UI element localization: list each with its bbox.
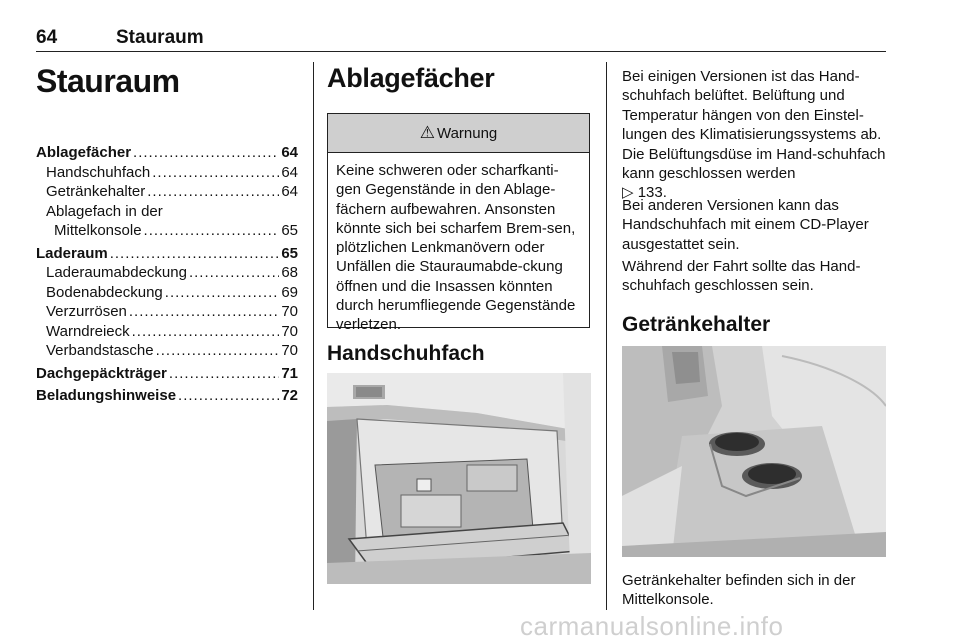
toc-leader-dots bbox=[133, 143, 279, 163]
header-rule bbox=[36, 51, 886, 52]
page-reference-arrow-icon: ▷ bbox=[622, 184, 634, 202]
toc-entry-page: 70 bbox=[281, 303, 298, 320]
toc-entry bbox=[36, 202, 298, 222]
toc-leader-dots bbox=[165, 283, 280, 303]
toc-entry bbox=[36, 221, 298, 241]
toc-entry-page: 64 bbox=[281, 163, 298, 181]
glovebox-heading: Handschuhfach bbox=[327, 342, 485, 365]
drive-closed-paragraph: Während der Fahrt sollte das Hand-schuhfach geschlossen sein. bbox=[622, 258, 861, 295]
toc-entry-page: 69 bbox=[281, 283, 298, 301]
warning-heading: Warnung bbox=[436, 124, 498, 142]
toc-leader-dots bbox=[110, 244, 280, 264]
running-title: Stauraum bbox=[116, 27, 204, 48]
glovebox-ventilation-text: Bei einigen Versionen ist das Hand-schuhfach belüftet. Belüftung und Temperatur hängen von den Einstel-lungen des Klimatisierungssystems ab. Die Belüftungsdüse im Hand-schuhfach kann geschlossen werden bbox=[622, 68, 886, 183]
toc-entry bbox=[36, 163, 298, 183]
toc-entry-label: Laderaum bbox=[36, 244, 108, 262]
toc-entry-label: Dachgepäckträger bbox=[36, 364, 167, 382]
toc-leader-dots bbox=[189, 263, 279, 283]
toc-leader-dots bbox=[132, 322, 280, 342]
toc-entry-page: 68 bbox=[281, 264, 298, 281]
toc-entry-label: Getränkehalter bbox=[46, 183, 146, 200]
toc-leader-dots bbox=[147, 182, 279, 202]
toc-entry-label: Verzurrösen bbox=[46, 303, 127, 320]
toc-entry bbox=[36, 143, 298, 163]
glovebox-photo bbox=[327, 373, 591, 584]
toc-entry-page: 64 bbox=[281, 144, 298, 161]
toc-entry bbox=[36, 283, 298, 303]
toc-leader-dots bbox=[129, 302, 279, 322]
toc-entry bbox=[36, 341, 298, 361]
toc-entry-label: Bodenabdeckung bbox=[46, 283, 163, 301]
toc-entry-label: Ablagefach in der bbox=[46, 202, 163, 220]
toc-entry bbox=[36, 244, 298, 264]
section-title: Ablagefächer bbox=[327, 63, 495, 93]
toc-leader-dots bbox=[152, 163, 279, 183]
toc-entry-page: 72 bbox=[281, 387, 298, 404]
toc-leader-dots bbox=[169, 364, 279, 384]
column-divider-left bbox=[313, 62, 314, 610]
toc-leader-dots bbox=[156, 341, 280, 361]
table-of-contents bbox=[36, 143, 298, 406]
chapter-title: Stauraum bbox=[36, 63, 180, 99]
toc-entry-label: Warndreieck bbox=[46, 322, 130, 340]
toc-leader-dots bbox=[144, 221, 280, 241]
toc-entry-label: Verbandstasche bbox=[46, 342, 154, 359]
page-reference: 133. bbox=[637, 184, 667, 202]
page-number: 64 bbox=[36, 27, 58, 48]
toc-leader-dots bbox=[178, 386, 279, 406]
toc-entry bbox=[36, 263, 298, 283]
toc-entry-page: 70 bbox=[281, 322, 298, 340]
toc-entry-page: 64 bbox=[281, 183, 298, 200]
glovebox-ventilation-paragraph bbox=[622, 67, 886, 203]
toc-entry-label: Mittelkonsole bbox=[54, 222, 142, 239]
warning-text: Keine schweren oder scharfkanti-gen Gegenstände in den Ablage-fächern aufbewahren. Ansonsten könnte sich bei scharfem Brem-sen, plötzlichen Lenkmanövern oder Unfällen die Stauraumabde-ckung öffnen und die Insassen könnten durch herumfliegende Gegenstände verletzen. bbox=[336, 162, 576, 334]
toc-entry-page: 65 bbox=[281, 222, 298, 239]
toc-entry bbox=[36, 182, 298, 202]
toc-entry-label: Laderaumabdeckung bbox=[46, 264, 187, 281]
cd-player-paragraph: Bei anderen Versionen kann das Handschuhfach mit einem CD-Player ausgestattet sein. bbox=[622, 197, 869, 253]
toc-entry-page: 70 bbox=[281, 342, 298, 359]
cupholder-heading: Getränkehalter bbox=[622, 313, 771, 336]
watermark: carmanualsonline.info bbox=[520, 611, 784, 641]
column-divider-right bbox=[606, 62, 607, 610]
cupholder-text: Getränkehalter befinden sich in der Mittelkonsole. bbox=[622, 572, 856, 609]
warning-box bbox=[327, 113, 590, 334]
page-header bbox=[36, 27, 886, 53]
toc-entry bbox=[36, 322, 298, 342]
toc-entry-label: Handschuhfach bbox=[46, 163, 151, 181]
toc-entry-page: 65 bbox=[281, 244, 298, 262]
toc-entry bbox=[36, 302, 298, 322]
warning-triangle-icon: ⚠ bbox=[419, 123, 435, 142]
cupholder-photo bbox=[622, 346, 886, 557]
toc-entry bbox=[36, 386, 298, 406]
toc-entry-label: Ablagefächer bbox=[36, 144, 132, 161]
toc-entry-page: 71 bbox=[281, 364, 298, 382]
toc-entry bbox=[36, 364, 298, 384]
toc-entry-label: Beladungshinweise bbox=[36, 387, 177, 404]
warning-header bbox=[328, 114, 589, 153]
